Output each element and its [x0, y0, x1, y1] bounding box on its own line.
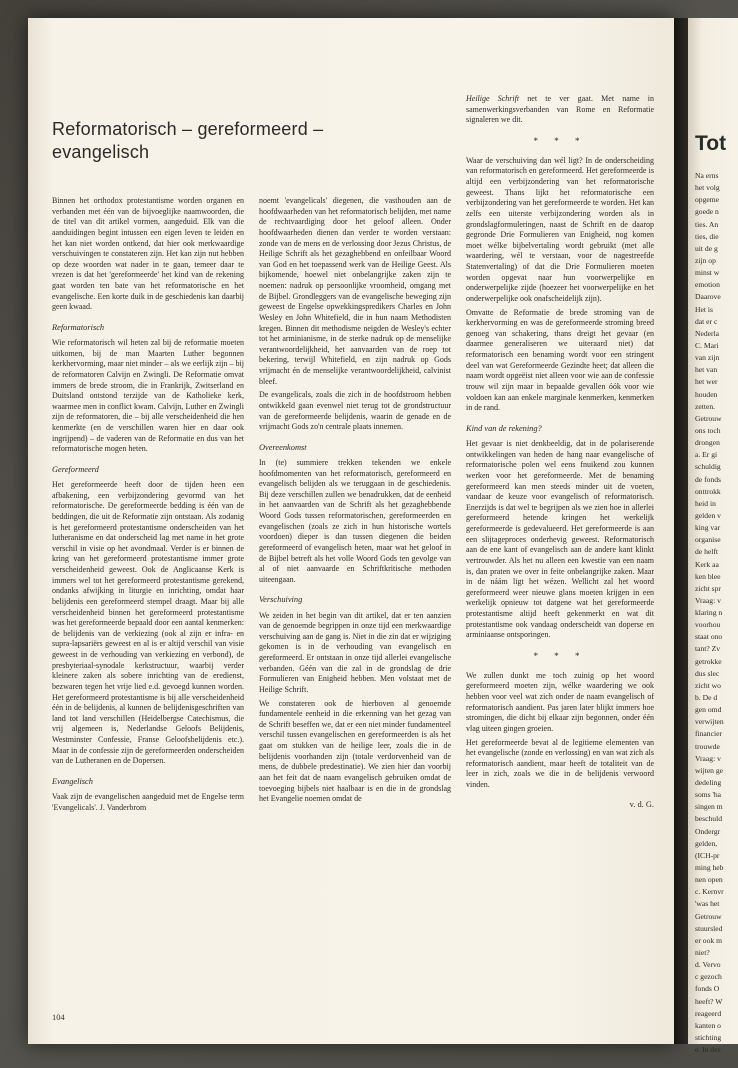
- paragraph-verschuiving-2: We constateren ook de hierboven al genoemde fundamentele eenheid in die erkenning van het gezag van de Schrift beseffen we, dat er een niet minder fundamenteel verschil tussen evangelischen en gereformeerden is als het gaat om stukken van de heilige leer, zoals die in de belijdenis voorhanden zijn (totale verdorvenheid van de mens, de dubbele predestinatie). We zien hier dan voorbij aan het feit dat de naam evangelisch gebruiken omdat de toevoeging bijbels niet haalbaar is en die in de grondslag het Evangelie noemen omdat de: [259, 698, 451, 804]
- text-fragment-line: heeft? W: [695, 996, 723, 1006]
- text-fragment-line: de fonds: [695, 474, 721, 484]
- text-fragment-line: dat er c: [695, 316, 718, 326]
- stars-separator: * * *: [533, 135, 587, 146]
- text-fragment-line: opgeme: [695, 195, 720, 205]
- paragraph-intro: Binnen het orthodox protestantisme worden organen en verbanden met één van de bijvoeglijke naamwoorden, die de titel van dit artikel vormen, aangeduid. Elk van die aanduidingen begint intussen een eigen leven te leiden en het kan niet worden ontkend, dat hier ook merkwaardige verschuivingen te constateren zijn. Het kan zijn nut hebben op deze woorden wat nader in te gaan, temeer daar te vrezen is dat het 'gereformeerde' het kind van de rekening gaat worden ten bate van het reformatorische en het evangelische. Een korte duik in de geschiedenis kan daarbij geen kwaad.: [52, 196, 244, 312]
- text-fragment-line: van zijn: [695, 353, 720, 363]
- text-fragment-line: singen m: [695, 802, 723, 812]
- text-fragment-line: nen open: [695, 875, 723, 885]
- text-fragment-line: ons toch: [695, 425, 721, 435]
- text-fragment-line: e. In dez: [695, 1045, 721, 1055]
- column-2: [259, 196, 451, 1016]
- article-title-line2: evangelisch: [52, 142, 150, 163]
- text-fragment-line: dedeling: [695, 778, 722, 788]
- text-fragment-line: Getrouw: [695, 911, 722, 921]
- heading-verschuiving: Verschuiving: [259, 595, 303, 605]
- text-fragment-line: 'was het: [695, 899, 720, 909]
- column-3: [466, 94, 654, 1016]
- text-fragment-line: financier: [695, 729, 722, 739]
- text-fragment-line: gelden,: [695, 838, 718, 848]
- heading-kind-van-de-rekening: Kind van de rekening?: [466, 423, 542, 433]
- paragraph-waar-verschuiving: Waar de verschuiving dan wél ligt? In de onderscheiding van reformatorisch en gereformeerd. Het gereformeerde is altijd een verbijzondering van het reformatorische geweest. Thans lijkt het reformatorische een verbijzondering van het gereformeerde te worden. Het kan zelfs een uiterste verbijzondering worden als in grondslagformuleringen, naast de Schrift en de daarop gegronde Drie Formulieren van Enigheid, nog komen moet wélke bijbelvertaling wordt gebruikt (met alle waardering, wél te verstaan, voor de nagestreefde Statenvertaling) of dat die Drie Formulieren moeten worden opgevat naar hun voorwerpelijke en onderwerpelijke zijde (hoezeer het voorwerpelijke en het onderwerpelijke ook onafscheidelijk zijn).: [466, 155, 654, 303]
- text-fragment-line: wijten ge: [695, 765, 724, 775]
- text-fragment-line: de helft: [695, 547, 718, 557]
- next-article-title-fragment: Tot: [695, 132, 727, 155]
- text-fragment-line: het wer: [695, 377, 718, 387]
- text-fragment-line: er ook m: [695, 935, 722, 945]
- text-fragment-line: staat ono: [695, 632, 723, 642]
- paragraph-evangelisch: Vaak zijn de evangelischen aangeduid met de Engelse term 'Evangelicals'. J. Vanderbrom: [52, 792, 244, 812]
- text-fragment-line: verwijten: [695, 717, 724, 727]
- text-fragment-line: houden: [695, 389, 718, 399]
- text-fragment-line: king var: [695, 523, 721, 533]
- paragraph-omvatte: Omvatte de Reformatie de brede stroming van de kerkhervorming en was de gereformeerde stroming breed genoeg van schakering, thans dreigt het gevaar (en daarmee generaliseren we uiteraard niet) dat reformatorisch een benaming wordt voor een stringent deel van wat Gereformeerde Gezindte heet; dat alleen die naam wordt opgeëist niet alleen voor wie aan de confessie trouw wil zijn maar in bepaalde gevallen óók voor wie voldoen kan aan enkele marginale kenmerken, kenmerken in de rand.: [466, 307, 654, 413]
- text-fragment-line: Nederla: [695, 328, 720, 338]
- text-fragment-line: stuursled: [695, 923, 723, 933]
- author-signature: v. d. G.: [629, 799, 654, 809]
- heading-reformatorisch: Reformatorisch: [52, 322, 105, 332]
- text-fragment-line: zijn op: [695, 255, 716, 265]
- paragraph-hoofdstroom: De evangelicals, zoals die zich in de hoofdstroom hebben ontwikkeld gaan evenwel niet terug tot de grondstructuur van de gereformeerde belijdenis, waarin de genade en de vrijmacht Gods zo'n centrale plaats innemen.: [259, 390, 451, 432]
- text-fragment-line: C. Mari: [695, 340, 719, 350]
- text-fragment-line: voorhou: [695, 620, 721, 630]
- text-fragment-line: trouwde: [695, 741, 720, 751]
- text-fragment-line: d. Vervo: [695, 960, 721, 970]
- lead-rest-text: net te ver gaat. Met name in samenwerkingsverbanden van Rome en Reformatie signaleren we dit.: [466, 94, 654, 125]
- text-fragment-line: niet?: [695, 948, 710, 957]
- text-fragment-line: beschuld: [695, 814, 722, 824]
- text-fragment-line: goede n: [695, 207, 719, 217]
- column-1: [52, 196, 244, 1016]
- text-fragment-line: emotion: [695, 280, 720, 290]
- text-fragment-line: a. Er gi: [695, 450, 718, 460]
- text-fragment-line: Daarove: [695, 292, 721, 302]
- text-fragment-line: ming heb: [695, 863, 724, 873]
- text-fragment-line: drongen: [695, 438, 720, 448]
- text-fragment-line: Vraag: v: [695, 753, 721, 763]
- text-fragment-line: fonds O: [695, 984, 720, 994]
- magazine-right-page-edge: [688, 18, 738, 1055]
- text-fragment-line: c. Kernvr: [695, 887, 724, 897]
- lead-italic-text: Heilige Schrift: [466, 94, 520, 103]
- text-fragment-line: organise: [695, 535, 721, 545]
- heading-overeenkomst: Overeenkomst: [259, 442, 307, 452]
- text-fragment-line: (ICH-pr: [695, 850, 720, 860]
- text-fragment-line: klaring n: [695, 608, 723, 618]
- text-fragment-line: Getrouw: [695, 413, 722, 423]
- paragraph-lead-continuation: [466, 94, 654, 126]
- text-fragment-line: c gezoch: [695, 972, 722, 982]
- paragraph-gereformeerd: Het gereformeerde heeft door de tijden heen een afbakening, een verbijzondering gevormd van het reformatorische. De gereformeerde bedding is één van de beddingen, die uit de Reformatie zijn ontstaan. Als zodanig is het gereformeerd protestantisme onderscheiden van het lutheranisme en dat onderscheid lag met name in het grote verschil in visie op het avondmaal. Verder is er binnen de kring van het gereformeerd protestantisme immer grote verscheidenheid geweest. Ook de Anglicaanse Kerk is immers wel tot het gereformeerd protestantisme gerekend, ondanks afwijking in liturgie en inrichting, omdat haar belijdenis een gereformeerd stempel draagt. Maar bij alle verscheidenheid binnen het gereformeerd protestantisme was het gereformeerde bepaald door een aantal kenmerken: de belijdenis van de verkiezing (ook al zijn er infra- en supra-lapsariërs geweest en al is er altijd verschil van visie geweest in de verhouding van verkiezing en verbond), de presbyteriaal-synodale kerkstructuur, waarbij verder kleinere zaken als sobere inrichting van de eredienst, bezwaren tegen het vrije lied e.d. gevoegd kunnen worden. Het gereformeerd protestantisme is bij alle verscheidenheid één in de belijdenis, al kunnen de belijdenisgeschriften van land tot land verschillen (Heidelbergse Catechismus, die vrij algemeen is, Nederlandse Geloofs Belijdenis, Westminster Confessie, Franse Geloofsbelijdenis etc.). Maar in de confessie zijn de gereformeerden onderscheiden van de Lutheranen en de Dopersen.: [52, 480, 244, 766]
- text-fragment-line: Kerk aa: [695, 559, 719, 569]
- text-fragment-line: zetten.: [695, 401, 716, 411]
- heading-gereformeerd: Gereformeerd: [52, 464, 99, 474]
- article-title-line1: Reformatorisch – gereformeerd –: [52, 119, 324, 139]
- text-fragment-line: ties. An: [695, 219, 719, 229]
- text-fragment-line: ken blee: [695, 571, 721, 581]
- paragraph-zuinig: We zullen dunkt me toch zuinig op het woord gereformeerd moeten zijn, wélke waardering we ook hebben voor veel wat zich onder de naam evangelisch of reformatorisch aandient. Pas jaren later blijkt immers hoe stromingen, die dicht bij elkaar zijn begonnen, onder één vlag uiteen gingen groeien.: [466, 670, 654, 733]
- text-fragment-line: gen omd: [695, 705, 722, 715]
- page-gap: [674, 18, 688, 1044]
- text-fragment-line: Na erns: [695, 171, 719, 180]
- text-fragment-line: zicht wo: [695, 680, 721, 690]
- paragraph-overeenkomst: In (te) summiere trekken tekenden we enkele hoofdmomenten van het reformatorisch, gereformeerd en evangelisch belijden als we teruggaan in de geschiedenis. Bij deze verschillen zullen we benadrukken, dat de eenheid in het aanvaarden van de Schrift als het gezaghebbende Woord Gods tussen reformatorischen, gereformeerden en evangelischen (zoals ze zich in hun historische wortels voordoen) dieper is dan tussen diegenen die beiden gereformeerd of evangelisch heten, maar wat het geloof in de Bijbel betreft als het volle Woord Gods ten gevolge van al of niet aanvaarde en Schriftkritische methoden uiteengaan.: [259, 457, 451, 584]
- text-fragment-line: het van: [695, 365, 718, 375]
- text-fragment-line: stichting: [695, 1032, 722, 1042]
- heading-evangelisch: Evangelisch: [52, 776, 93, 786]
- text-fragment-line: getrokke: [695, 656, 722, 666]
- paragraph-slot: Het gereformeerde bevat al de legitieme elementen van het evangelische (zonde en verlossing) en van wat zich als reformatorisch aandient, maar heeft de totaliteit van de leer in zich, zoals we die in de belijdenis verwoord vinden.: [466, 737, 654, 790]
- text-fragment-line: schuldig: [695, 462, 721, 472]
- paragraph-reformatorisch: Wie reformatorisch wil heten zal bij de reformatie moeten uitkomen, bij de man Maarten Luther begonnen kerkhervorming, maar niet minder – als we eerlijk zijn – bij de reformatoren Calvijn en Zwingli. De Reformatie omvat immers de brede stroom, die in Frankrijk, Zwitserland en Duitsland ontstond terzijde van de Katholieke kerk, waarmee men in conflict kwam. Calvijn, Luther en Zwingli zijn de reformatoren, die – bij alle verscheidenheid die hen kenmerkte (en de verschillen waren hier en daar ook ingrijpend) – de vaderen van de Reformatie en dus van het reformatorische mogen heten.: [52, 338, 244, 454]
- text-fragment-line: Het is: [695, 304, 713, 314]
- text-fragment-line: soms 'ha: [695, 790, 722, 800]
- text-fragment-line: minst w: [695, 268, 720, 278]
- text-fragment-line: heid in: [695, 498, 716, 508]
- paragraph-verschuiving-1: We zeiden in het begin van dit artikel, dat er ten aanzien van de genoemde begrippen in onze tijd een merkwaardige verschuiving aan de gang is. Niet in die zin dat er wijziging gekomen is in de verhouding van evangelisch en gereformeerd. Er ontstaan in onze tijd allerlei evangelische verbanden. Géén van die zal in de grondslag de drie Formulieren van Enigheid hebben. Men volstaat met de Heilige Schrift.: [259, 610, 451, 694]
- stars-separator-2: * * *: [533, 650, 587, 661]
- text-fragment-line: gelden v: [695, 510, 721, 520]
- text-fragment-line: ties, die: [695, 231, 719, 241]
- text-fragment-line: Ondergr: [695, 826, 721, 836]
- paragraph-evangelicals: noemt 'evangelicals' diegenen, die vasthouden aan de hoofdwaarheden van het reformatorisch belijden, met name de rechtvaardiging door het geloof alleen. Onder hoofdwaarheden dienen dan verder te worden verstaan: zonde van de mens en de verlossing door Jezus Christus, de Heilige Schrift als het gezaghebbend en onfeilbaar Woord van God en het toepassend werk van de Heilige Geest. Als bijkomende, hoewel niet onbelangrijke zaken zijn te noemen: nadruk op persoonlijke vroomheid, omgang met de Bijbel. Grondleggers van de evangelische beweging zijn geweest de Engelse opwekkingspredikers Charles en John Wesley en John Whitefield, die in hun naam Methodisten kregen. Binnen dit methodisme neigden de Wesley's echter tot het arminianisme, in de sterke nadruk op de menselijke verantwoordelijkheid, het aanvaarden van de roep tot bekering, terwijl Whitefield, en zijn nadruk op Gods vrijmacht én de menselijke verantwoordelijkheid, calvinist bleef.: [259, 196, 451, 386]
- text-fragment-line: b. De d: [695, 693, 718, 703]
- text-fragment-line: onttrokk: [695, 486, 721, 496]
- text-fragment-line: uit de g: [695, 243, 718, 253]
- text-fragment-line: kanten o: [695, 1020, 721, 1030]
- text-fragment-line: Vraag: v: [695, 595, 721, 605]
- paragraph-gevaar: Het gevaar is niet denkbeeldig, dat in de polariserende ontwikkelingen van heden de hang naar evangelische of reformatorische polen wel eens fnuikend zou kunnen werken voor het gereformeerde. Met de benaming gereformeerd kan men steeds minder uit de voeten, vandaar de keuze voor evangelisch of reformatorisch. Enerzijds is dat wel te begrijpen als we zien hoe in allerlei gereformeerd hetende kringen het werkelijk gereformeerde is gedevalueerd. Het gereformeerde is aan een slijtageproces onderhevig geweest. Reformatorisch aan de ene kant of evangelisch aan de andere kant klinkt vertrouwder. Als het nu alleen een kwestie van een naam is, dan praten we over in feite onbelangrijke zaken. Maar in de náám ligt het wézen. Wellicht zal het woord gereformeerd weer nieuwe glans moeten krijgen in een werkelijk opnieuw tot datgene wat het gereformeerde protestantisme altijd heeft gekenmerkt en wat dit protestantisme ook vandaag onderscheidt van doperse en arminiaanse ontsporingen.: [466, 439, 654, 640]
- text-fragment-line: tant? Zv: [695, 644, 721, 654]
- page-number: 104: [52, 1012, 65, 1022]
- text-fragment-line: dus slec: [695, 668, 720, 678]
- magazine-left-page: [28, 18, 674, 1044]
- text-fragment-line: reageerd: [695, 1008, 722, 1018]
- text-fragment-line: zicht spr: [695, 583, 721, 593]
- next-article-text-fragments: [695, 170, 738, 1056]
- article-title: [52, 118, 482, 165]
- text-fragment-line: het volg: [695, 183, 720, 193]
